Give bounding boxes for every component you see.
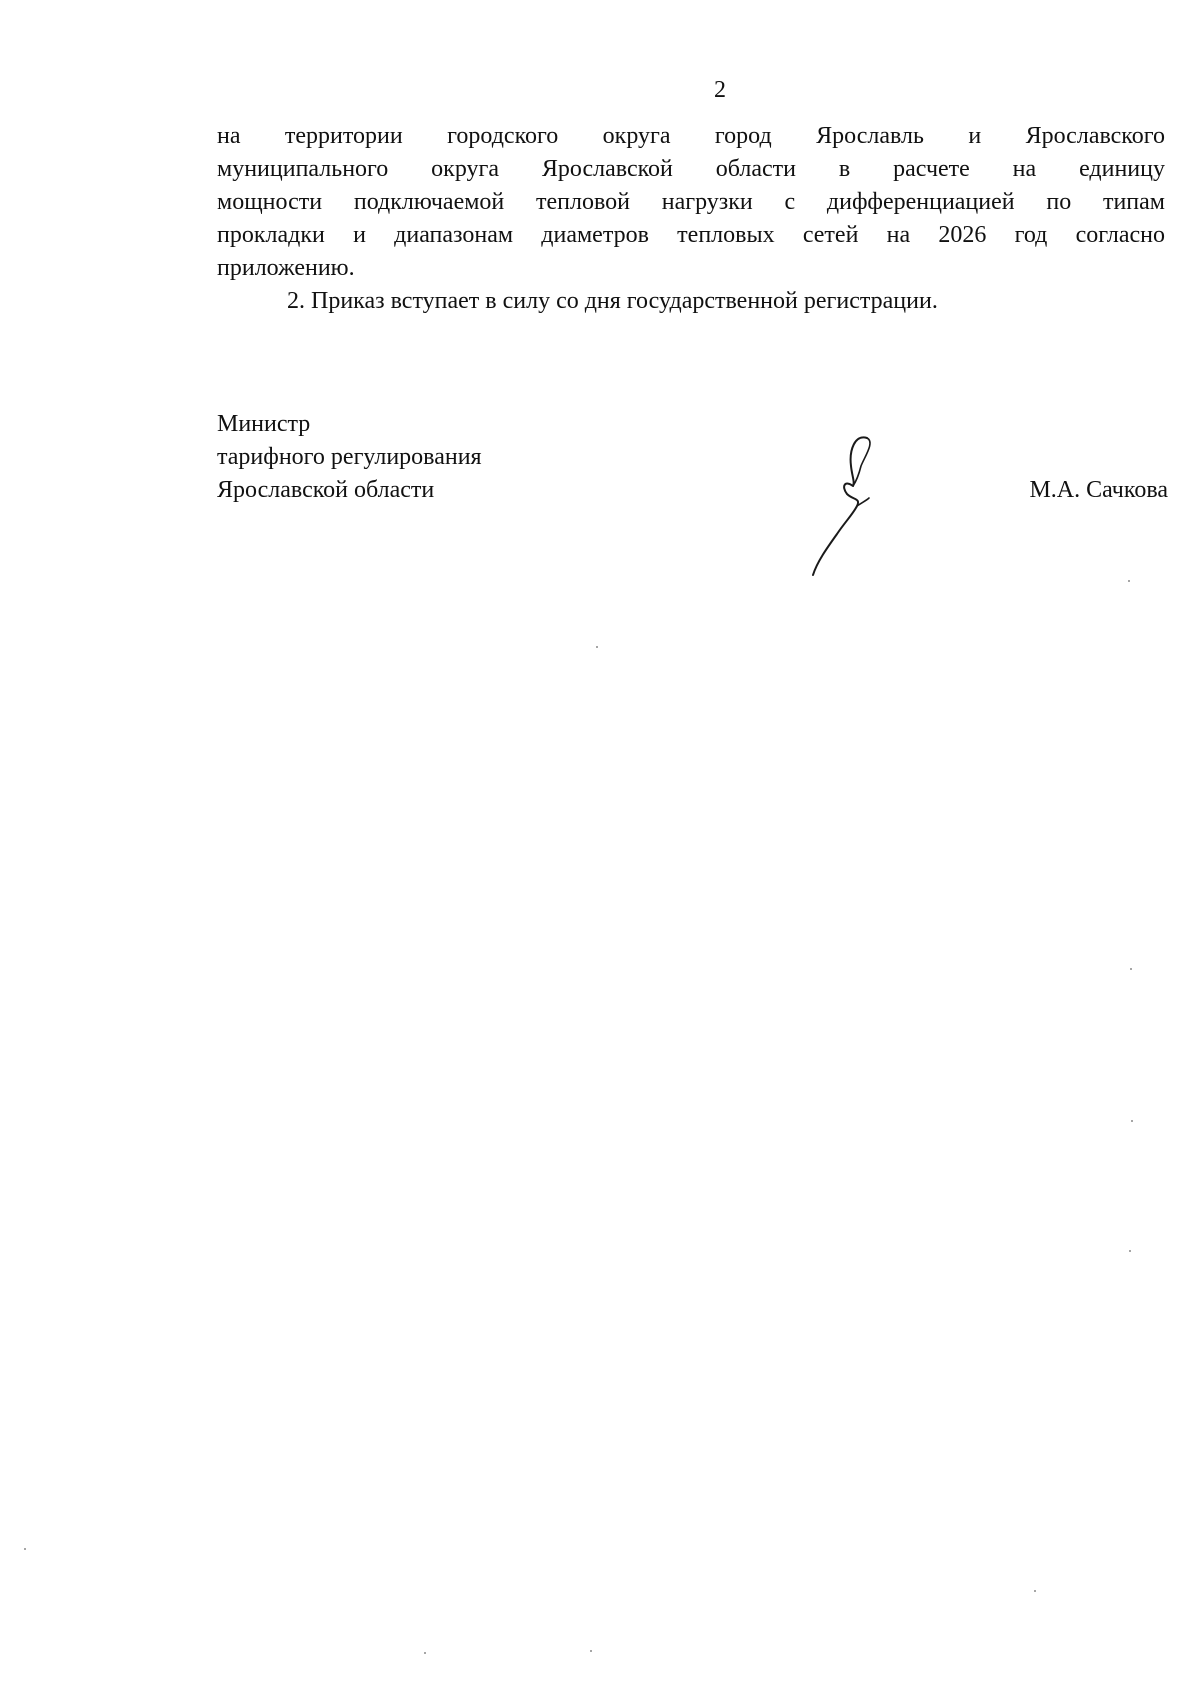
handwritten-signature [805,432,895,577]
paragraph-line: прокладки и диапазонам диаметров тепловых сетей на 2026 год согласно [217,222,1165,248]
signatory-name: М.А. Сачкова [1029,477,1168,503]
paragraph-line: приложению. [217,255,355,281]
signatory-position [217,408,482,507]
page-number: 2 [714,77,726,103]
clause-2: 2. Приказ вступает в силу со дня государственной регистрации. [287,288,938,314]
body-text [217,120,1165,318]
scan-speck [1130,968,1132,970]
scan-speck [1129,1250,1131,1252]
scan-speck [24,1548,26,1550]
scan-speck [590,1650,592,1652]
scan-speck [424,1652,426,1654]
paragraph-line: мощности подключаемой тепловой нагрузки с дифференциацией по типам [217,189,1165,215]
scan-speck [596,646,598,648]
scan-speck [1128,580,1130,582]
position-line: Ярославской области [217,477,435,503]
scan-speck [1131,1120,1133,1122]
position-line: тарифного регулирования [217,444,482,470]
scan-speck [1034,1590,1036,1592]
position-line: Министр [217,411,311,437]
paragraph-line: на территории городского округа город Ярославль и Ярославского [217,123,1165,149]
paragraph-line: муниципального округа Ярославской области в расчете на единицу [217,156,1165,182]
